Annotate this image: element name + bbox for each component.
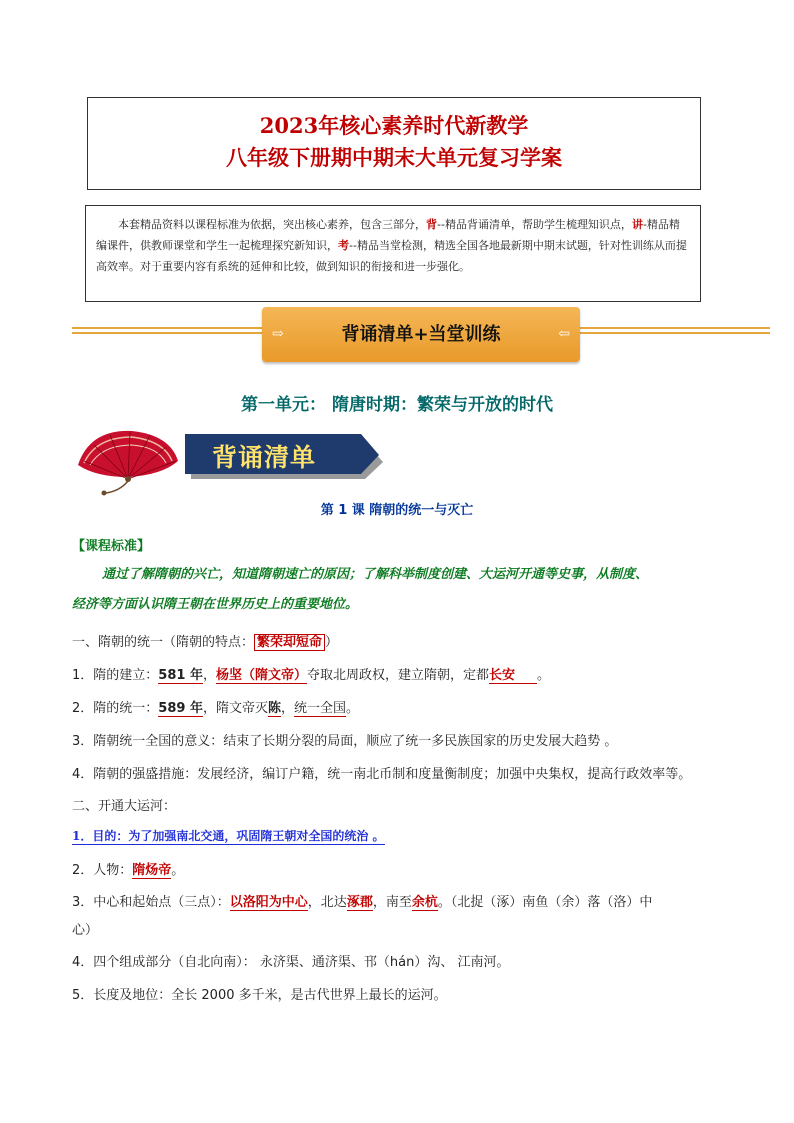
unit-title: 第一单元： 隋唐时期：繁荣与开放的时代 (241, 395, 553, 415)
part1-heading (72, 631, 338, 650)
item-text: ，南至 (372, 895, 412, 910)
part1-heading-key: 繁荣却短命 (254, 634, 325, 651)
right-arrow-icon: ⇨ (272, 326, 284, 342)
part2-item3-continuation: 心） (72, 923, 99, 938)
part1-item3: 3．隋朝统一全国的意义：结束了长期分裂的局面，顺应了统一多民族国家的历史发展大趋势 。 (72, 734, 618, 749)
intro-text-4: --精品当堂检测，精选全国各地最新期中期末试题，针对性训练从而提高效率。对于重要内容有系统的延伸和比较，做到知识的衔接和进一步强化。 (96, 239, 687, 273)
item-text: 。 (346, 701, 360, 716)
banner-line-right (578, 327, 770, 339)
part1-heading-text: 一、隋朝的统一（隋朝的特点： (72, 635, 255, 650)
part2-item1: 1．目的：为了加强南北交通，巩固隋王朝对全国的统治 。 (72, 829, 385, 843)
part1-item4: 4．隋朝的强盛措施：发展经济，编订户籍，统一南北币制和度量衡制度；加强中央集权，提高行政效率等。 (72, 767, 692, 782)
intro-text-2: --精品背诵清单，帮助学生梳理知识点， (437, 218, 632, 231)
intro-key-jiang: 讲 (631, 218, 643, 231)
intro-box (85, 205, 701, 302)
part2-item3 (72, 891, 652, 910)
item-key: 余杭 (411, 895, 438, 910)
standard-heading: 【课程标准】 (72, 539, 151, 554)
item-text: 2．人物： (72, 863, 133, 878)
part2-item2 (72, 859, 184, 878)
item-key: 陈 (267, 701, 281, 716)
item-text: ，北达 (307, 895, 347, 910)
part2-heading: 二、开通大运河： (72, 799, 177, 814)
item-key: 581 年 (158, 668, 203, 683)
item-key: 以洛阳为中心 (229, 895, 308, 910)
item-text: 。 (537, 668, 551, 683)
standard-text-line1: 通过了解隋朝的兴亡，知道隋朝速亡的原因；了解科举制度创建、大运河开通等史事，从制度、 (102, 567, 649, 582)
intro-text-1: 本套精品资料以课程标准为依据，突出核心素养，包含三部分， (118, 218, 426, 231)
part1-heading-end: ） (325, 635, 339, 650)
lesson-title: 第 1 课 隋朝的统一与灭亡 (320, 503, 474, 518)
item-key: 涿郡 (346, 895, 373, 910)
standard-text-line2: 经济等方面认识隋王朝在世界历史上的重要地位。 (72, 597, 359, 612)
item-key: 统一全国 (294, 701, 347, 716)
part2-item4: 4．四个组成部分（自北向南）： 永济渠、通济渠、邗（hán）沟、 江南河。 (72, 955, 510, 970)
item-key: 长安 (489, 668, 537, 684)
item-text: 。（北捉（涿）南鱼（余）落（洛）中 (437, 895, 653, 910)
item-text: 1．隋的建立： (72, 668, 159, 683)
item-text: ，隋文帝灭 (202, 701, 268, 716)
intro-key-kao: 考 (338, 239, 349, 252)
part1-item1 (72, 664, 550, 683)
part1-item2 (72, 697, 359, 716)
item-key: 隋炀帝 (132, 863, 172, 878)
folding-fan-icon (70, 425, 182, 497)
page-title-line1: 2023年核心素养时代新教学 (259, 113, 529, 138)
item-text: 2．隋的统一： (72, 701, 159, 716)
intro-paragraph (96, 214, 690, 277)
banner-line-left (72, 327, 264, 339)
left-arrow-icon: ⇦ (558, 326, 570, 342)
item-text: ， (202, 668, 216, 683)
part2-item5: 5．长度及地位：全长 2000 多千米，是古代世界上最长的运河。 (72, 988, 447, 1003)
banner-label: 背诵清单+当堂训练 (341, 324, 501, 345)
intro-text-3: -精品精编课件，供教师课堂和学生一起梳理探究新知识， (96, 218, 680, 252)
page-title-line2: 八年级下册期中期末大单元复习学案 (226, 145, 562, 170)
title-box (87, 97, 701, 190)
item-text: 。 (171, 863, 185, 878)
banner (262, 307, 580, 362)
item-key: 589 年 (158, 701, 203, 716)
item-text: 夺取北周政权，建立隋朝，定都 (306, 668, 489, 683)
item-text: ， (280, 701, 294, 716)
section-label: 背诵清单 (212, 443, 317, 472)
intro-key-bei: 背 (426, 218, 437, 231)
item-text: 3．中心和起始点（三点）： (72, 895, 230, 910)
item-key: 杨坚（隋文帝） (215, 668, 307, 683)
